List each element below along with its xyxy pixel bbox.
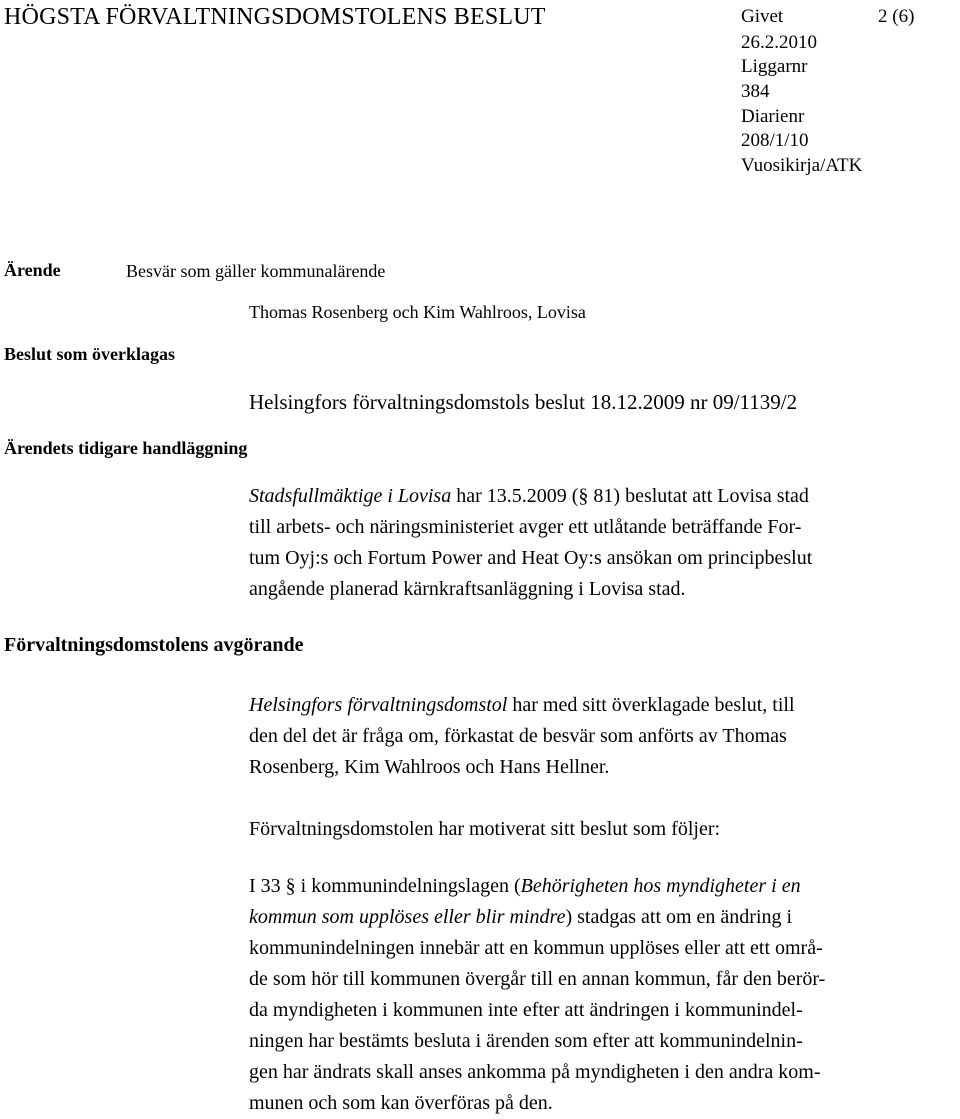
- avgorande-line: ningen har bestämts besluta i ärenden som efter att kommunindelnin-: [249, 1030, 803, 1052]
- avgorande-line: Helsingfors förvaltningsdomstol har med sitt överklagade beslut, till: [249, 694, 795, 716]
- meta-given-date: 26.2.2010: [741, 32, 817, 53]
- tidigare-label: Ärendets tidigare handläggning: [4, 438, 248, 458]
- meta-liggarnr-label: Liggarnr: [741, 56, 808, 77]
- meta-given-label: Givet: [741, 6, 784, 27]
- avgorande-line: den del det är fråga om, förkastat de besvär som anförts av Thomas: [249, 725, 787, 747]
- arende-parties: Thomas Rosenberg och Kim Wahlroos, Lovisa: [249, 302, 586, 322]
- meta-liggarnr-value: 384: [741, 81, 770, 102]
- avgorande-line: de som hör till kommunen övergår till en annan kommun, får den berör-: [249, 968, 826, 990]
- avgorande-line: kommunindelningen innebär att en kommun upplöses eller att ett områ-: [249, 937, 823, 959]
- meta-diarienr-value: 208/1/10: [741, 130, 809, 151]
- avgorande-line: da myndigheten i kommunen inte efter att ändringen i kommunindel-: [249, 999, 803, 1021]
- tidigare-line: Stadsfullmäktige i Lovisa har 13.5.2009 (§ 81) beslutat att Lovisa stad: [249, 485, 809, 507]
- meta-diarienr-label: Diarienr: [741, 106, 805, 127]
- tidigare-line: tum Oyj:s och Fortum Power and Heat Oy:s ansökan om principbeslut: [249, 547, 813, 569]
- avgorande-label: Förvaltningsdomstolens avgörande: [4, 634, 304, 656]
- avgorande-paragraph-3: [249, 871, 939, 1119]
- document-title: HÖGSTA FÖRVALTNINGSDOMSTOLENS BESLUT: [4, 4, 546, 30]
- page-number: 2 (6): [878, 6, 915, 27]
- avgorande-paragraph-2: [249, 814, 939, 845]
- arende-label: Ärende: [4, 260, 61, 280]
- beslut-value: Helsingfors förvaltningsdomstols beslut 18.12.2009 nr 09/1139/2: [249, 390, 798, 414]
- tidigare-line: till arbets- och näringsministeriet avger ett utlåtande beträffande For-: [249, 516, 802, 538]
- meta-vuosikirja: Vuosikirja/ATK: [741, 155, 863, 176]
- avgorande-line: I 33 § i kommunindelningslagen (Behörigheten hos myndigheter i en: [249, 875, 801, 897]
- beslut-label: Beslut som överklagas: [4, 344, 175, 364]
- avgorande-line: Rosenberg, Kim Wahlroos och Hans Hellner.: [249, 756, 610, 778]
- avgorande-line: gen har ändrats skall anses ankomma på myndigheten i den andra kom-: [249, 1061, 821, 1083]
- arende-value: Besvär som gäller kommunalärende: [126, 261, 386, 281]
- tidigare-paragraph: [249, 481, 939, 605]
- avgorande-line: Förvaltningsdomstolen har motiverat sitt beslut som följer:: [249, 818, 721, 840]
- avgorande-line: kommun som upplöses eller blir mindre) stadgas att om en ändring i: [249, 906, 793, 928]
- avgorande-line: munen och som kan överföras på den.: [249, 1092, 553, 1114]
- tidigare-line: angående planerad kärnkraftsanläggning i Lovisa stad.: [249, 578, 686, 600]
- avgorande-paragraph-1: [249, 690, 939, 783]
